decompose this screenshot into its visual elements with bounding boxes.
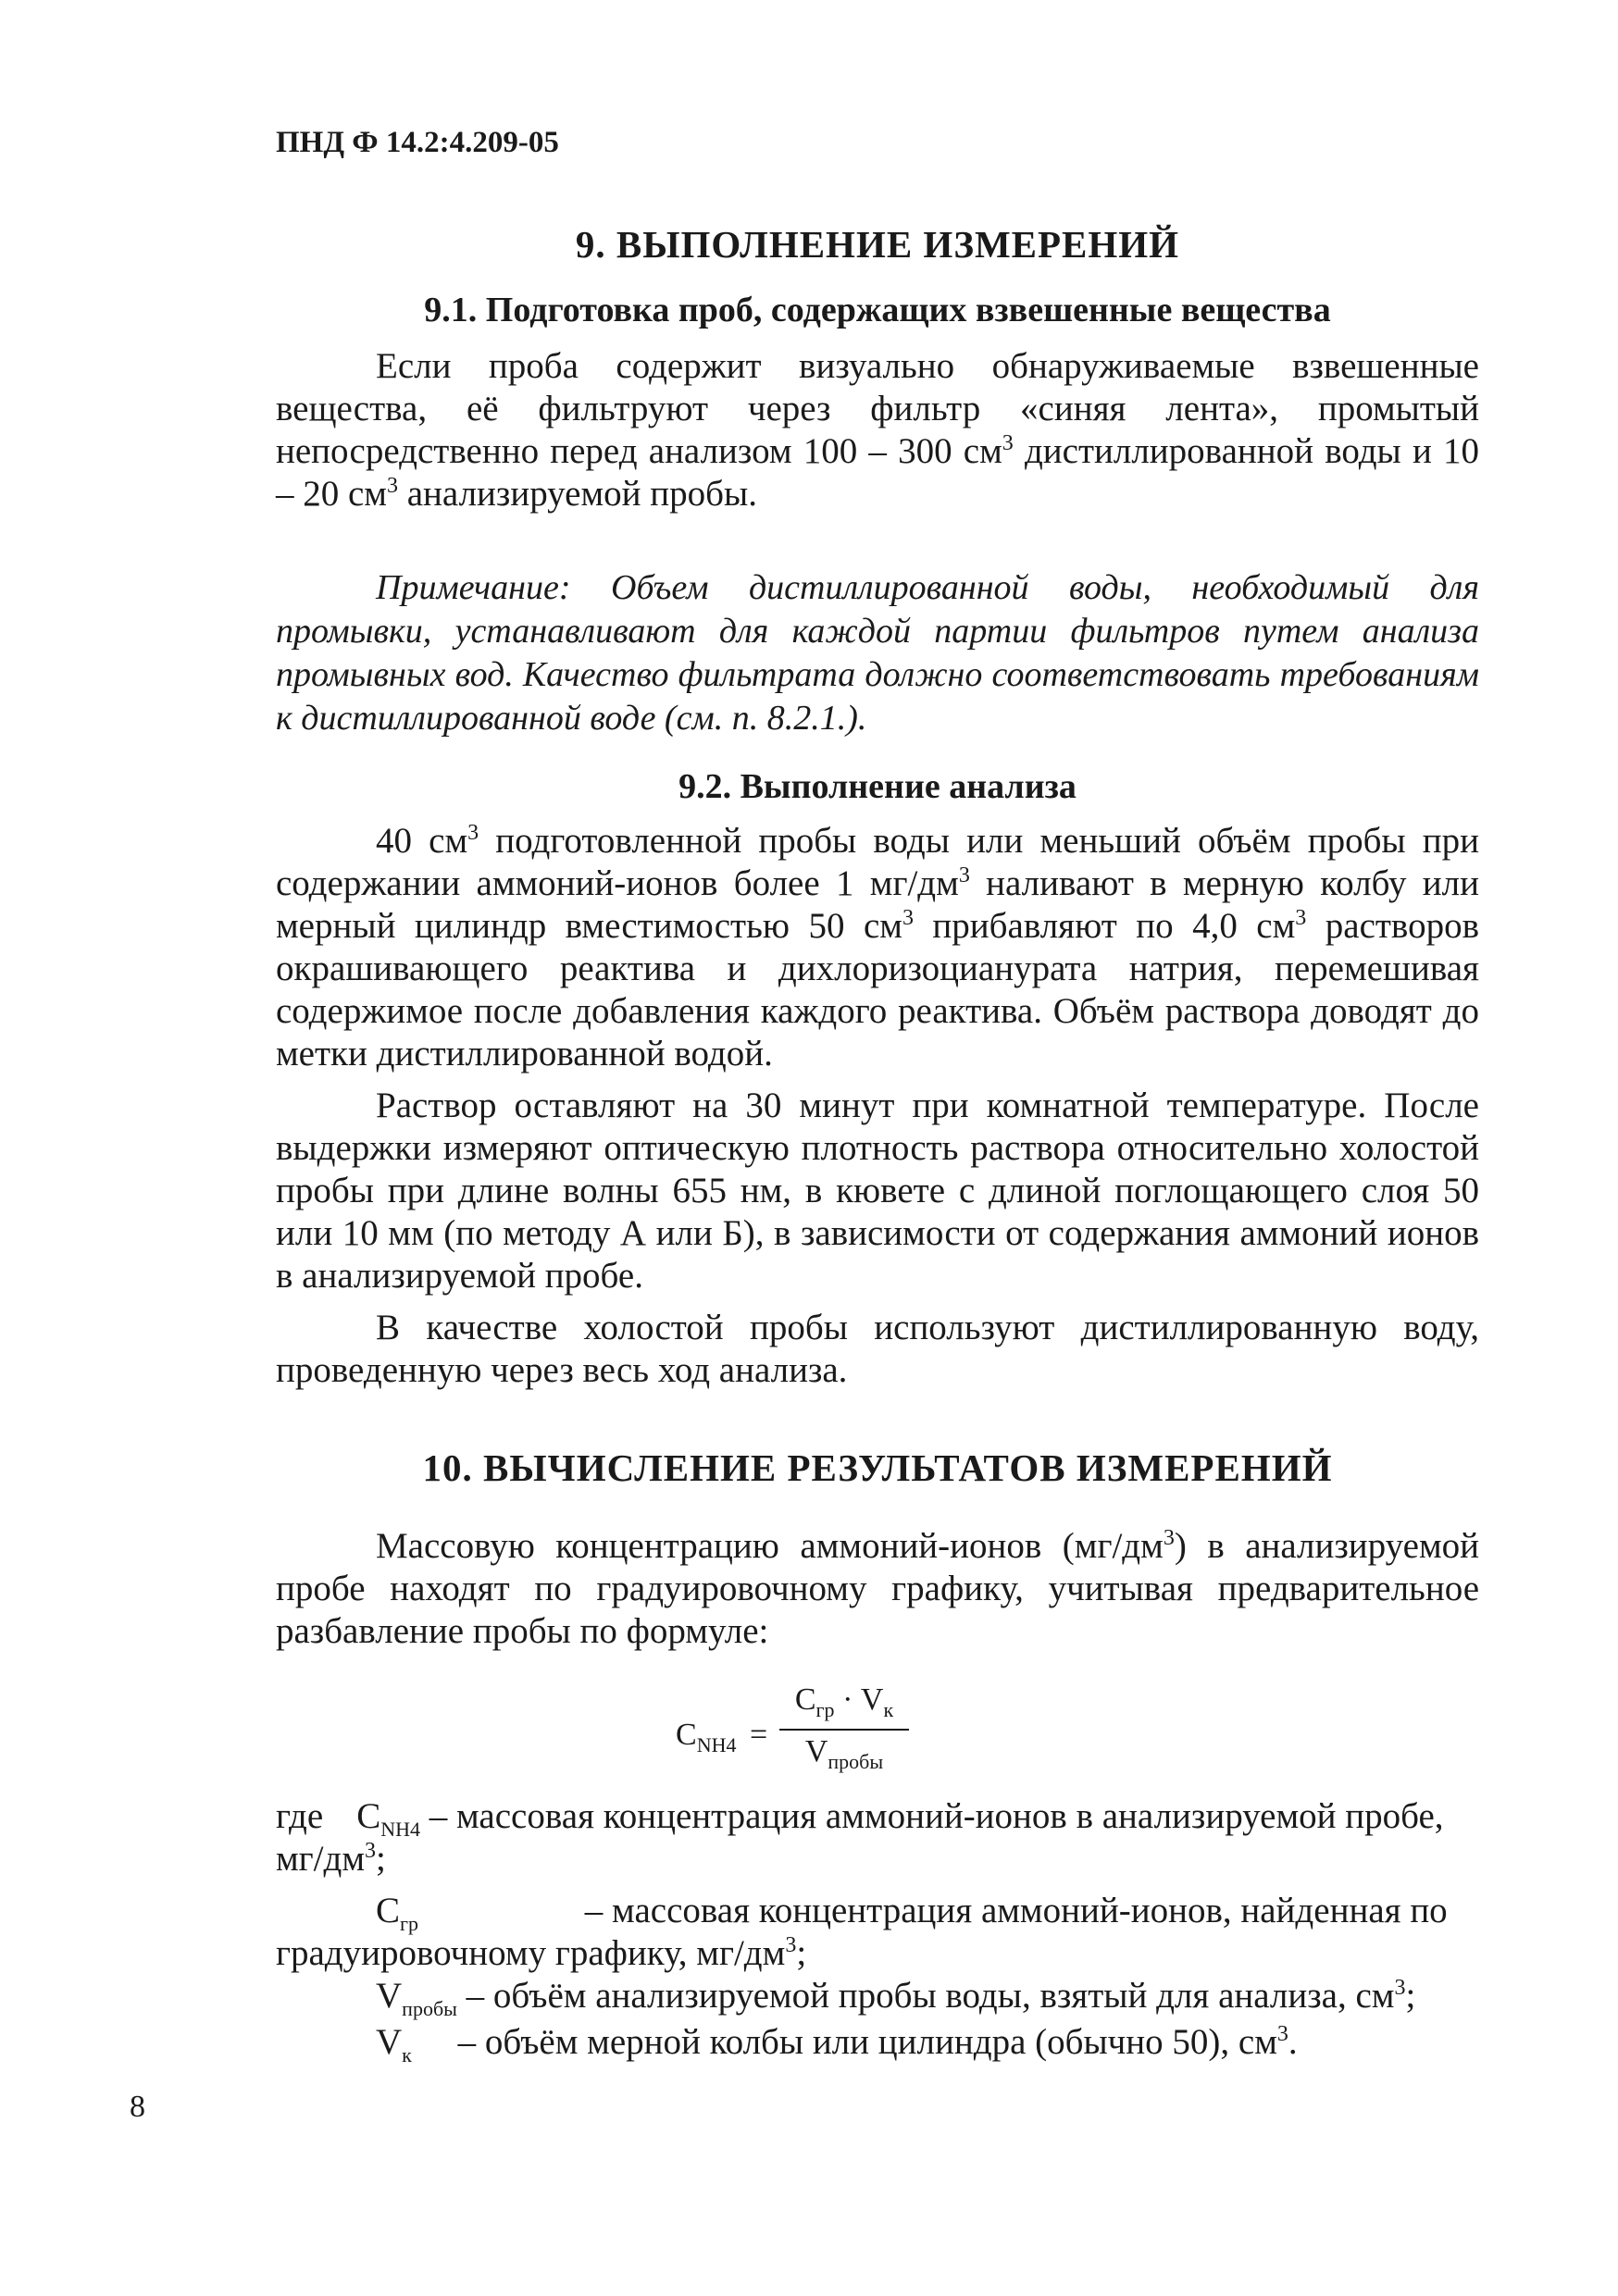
paragraph-9-2-2: Раствор оставляют на 30 минут при комнатной температуре. После выдержки измеряют оптическую плотность раствора относительно холостой пробы при длине волны 655 нм, в кювете с длиной поглощающего слоя 50 или 10 мм (по методу А или Б), в зависимости от содержания аммоний ионов в анализируемой пробе. — [276, 1086, 1479, 1296]
paragraph-9-2-1: 40 $см^3$ подготовленной пробы воды или меньший объём пробы при содержании аммоний-ионов более 1 $мг/дм^3$ наливают в мерную колбу или мерный цилиндр вместимостью 50 $см^3$ прибавляют по 4,0 $см^3$ растворов окрашивающего реактива и дихлоризоцианурата натрия, перемешивая содержимое после добавления каждого реактива. Объём раствора доводят до метки дистиллированной водой. — [276, 821, 1479, 1074]
note-9-1: Примечание: Объем дистиллированной воды, необходимый для промывки, устанавливают для каждой партии фильтров путем анализа промывных вод. Качество фильтрата должно соответствовать требованиям к дистиллированной воде (см. п. 8.2.1.). — [276, 568, 1479, 738]
paragraph-9-2-3: В качестве холостой пробы используют дистиллированную воду, проведенную через весь ход анализа. — [276, 1308, 1479, 1390]
definition-v-k: $V_к$ – объём мерной колбы или цилиндра (обычно 50), $см^3$. — [376, 2022, 1298, 2066]
subsection-9-1-title: 9.1. Подготовка проб, содержащих взвешенные вещества — [424, 291, 1331, 329]
document-code: ПНД Ф 14.2:4.209-05 — [276, 126, 559, 159]
page-number: 8 — [130, 2090, 145, 2124]
definition-c-nh4: где $C_{NH4}$ – массовая концентрация аммоний-ионов в анализируемой пробе, $мг/дм^3$; — [276, 1796, 1444, 1879]
subsection-9-2-title: 9.2. Выполнение анализа — [678, 767, 1077, 806]
formula-equals: = — [750, 1718, 768, 1752]
formula-lhs: $C_{NH4}$ — [676, 1718, 737, 1756]
definition-c-gr: $C_{гр}$ – массовая концентрация аммоний-ионов, найденная по градуировочному графику, $мг/дм^3$; — [276, 1891, 1448, 1973]
formula-numerator: $C_{гр} \cdot V_к$ — [794, 1682, 894, 1721]
paragraph-9-1: Если проба содержит визуально обнаруживаемые взвешенные вещества, её фильтруют через фильтр «синяя лента», промытый непосредственно перед анализом 100 – 300 $см^3$ дистиллированной воды и 10 – 20 $см^3$ анализируемой пробы. — [276, 346, 1480, 514]
paragraph-10-1: Массовую концентрацию аммоний-ионов $(мг/дм^3)$ в анализируемой пробе находят по градуировочному графику, учитывая предварительное разбавление пробы по формуле: — [276, 1526, 1479, 1651]
section-10-title: 10. ВЫЧИСЛЕНИЕ РЕЗУЛЬТАТОВ ИЗМЕРЕНИЙ — [422, 1446, 1333, 1489]
formula-denominator: $V_{пробы}$ — [804, 1734, 884, 1773]
definition-v-proby: $V_{пробы}$ – объём анализируемой пробы воды, взятый для анализа, $см^3$; — [376, 1976, 1416, 2020]
concentration-formula — [676, 1682, 916, 1784]
fraction-bar — [779, 1729, 909, 1731]
section-9-title: 9. ВЫПОЛНЕНИЕ ИЗМЕРЕНИЙ — [575, 223, 1180, 266]
